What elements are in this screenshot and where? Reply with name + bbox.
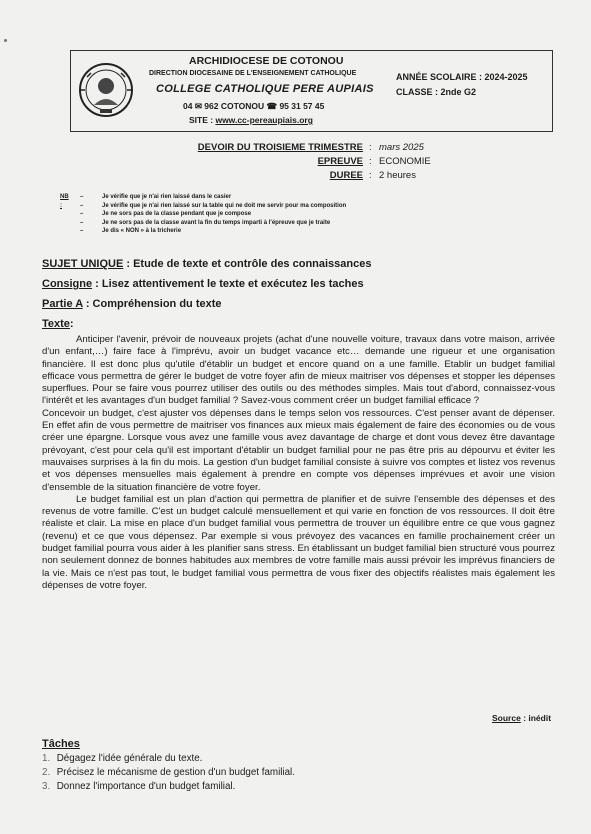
taches-title: Tâches	[42, 738, 80, 750]
nb-rule: – Je dis « NON » à la tricherie	[80, 227, 346, 236]
source-text: : inédit	[520, 713, 552, 723]
nb-rule: – Je vérifie que je n'ai rien laissé dans le casier	[80, 193, 346, 202]
colon: :	[369, 142, 372, 153]
exam-label-period: DEVOIR DU TROISIEME TRIMESTRE	[197, 142, 363, 153]
direction-title: DIRECTION DIOCESAINE DE L'ENSEIGNEMENT CATHOLIQUE	[149, 70, 357, 77]
exam-value-period: mars 2025	[379, 142, 424, 153]
partA-heading	[42, 298, 222, 310]
school-year: ANNÉE SCOLAIRE : 2024-2025	[396, 72, 528, 82]
exam-value-duration: 2 heures	[379, 170, 416, 181]
nb-list	[80, 193, 346, 236]
source-line	[492, 713, 551, 723]
task-text: Précisez le mécanisme de gestion d'un budget familial.	[56, 767, 295, 778]
task-number: 3.	[42, 781, 51, 792]
subject-text: : Etude de texte et contrôle des connaissances	[123, 258, 372, 270]
task-item	[42, 752, 295, 766]
nb-rule: – Je ne sors pas de la classe avant la fin du temps imparti à l'épreuve que je traite	[80, 219, 346, 228]
exam-row-subject	[173, 155, 493, 169]
nb-rule: – Je ne sors pas de la classe pendant que je compose	[80, 210, 346, 219]
exam-label-subject: EPREUVE	[317, 156, 363, 167]
task-list	[42, 752, 295, 794]
site-link[interactable]: www.cc-pereaupiais.org	[215, 115, 313, 125]
task-text: Dégagez l'idée générale du texte.	[56, 753, 203, 764]
paragraph-2: Concevoir un budget, c'est ajuster vos dépenses dans le temps selon vos ressources. C'est penser avant de dépenser. En effet afin de vous permettre de maitriser vos finances aux mieux mais également de faire des économies ou de vous créer une épargne. Lorsque vous avez une famille vous avez davantage de charge et dont vous devez être davantage prévoyant, c'est pour cela qu'il est important d'établir un budget familial pour ne pas être pris au dépourvu et éviter les mauvaises surprises à la fin du mois. La gestion d'un budget familial consiste à suivre vos comptes et listez vos revenus et vos dépenses mensuelles mais également à prendre en compte vos dépenses imprévues et avoir une vision d'ensemble de la situation financière de votre foyer.	[42, 407, 555, 493]
exam-row-period	[173, 141, 493, 155]
contact-line: 04 ✉ 962 COTONOU ☎ 95 31 57 45	[183, 101, 325, 111]
consigne-label: Consigne	[42, 278, 93, 290]
exam-info	[173, 141, 493, 183]
source-label: Source	[492, 713, 521, 723]
college-crest-icon	[77, 59, 135, 121]
class-label: CLASSE : 2nde G2	[396, 87, 477, 97]
archdiocese-title: ARCHIDIOCESE DE COTONOU	[189, 55, 344, 67]
paragraph-1: Anticiper l'avenir, prévoir de nouveaux projets (achat d'une nouvelle voiture, travaux dans votre maison, arrivée d'un enfant,…) faire face à l'imprévu, avoir un budget vacance etc… demande une rigueur et une organisation financière. Il est donc plus qu'utile d'établir un budget et encore quand on a une famille. Etablir un budget familial efficace vous permettra de gérer le budget de votre foyer afin de mieux maitriser vos dépenses et stopper les dépenses superflues. Pour se faire vous pourrez utiliser des outils ou des méthodes simples. Mais tout d'abord, connaissez-vous l'intérêt et les avantages d'un budget familial ? Savez-vous comment créer un budget familial efficace ?	[42, 334, 555, 407]
texte-heading	[42, 318, 74, 330]
task-item	[42, 780, 295, 794]
partA-text: : Compréhension du texte	[82, 298, 222, 310]
nb-rule: – Je vérifie que je n'ai rien laissé sur la table qui ne doit me servir pour ma composition	[80, 202, 346, 211]
task-number: 2.	[42, 767, 51, 778]
exam-label-duration: DUREE	[329, 170, 363, 181]
partA-label: Partie A	[42, 298, 83, 310]
site-line	[189, 115, 313, 125]
subject-label: SUJET UNIQUE	[42, 258, 124, 270]
paragraph-3: Le budget familial est un plan d'action qui permettra de planifier et de suivre l'ensemble des dépenses et des revenus de votre famille. C'est un budget calculé mensuellement et qui varie en fonction de vos ressources. Il doit être réaliste et clair. La mise en place d'un budget familial vous permettra de trouver un équilibre entre ce que vous gagnez (revenu) et ce que vous dépensez. Par exemple si vous prévoyez des vacances en famille prochainement créer un budget familial pourra vous aider à les planifier sans stress. En établissant un budget familial bien structuré vous pourrez non seulement donnez de bonnes habitudes aux membres de votre famille mais aussi prévoir les imprévus financiers de la vie. Mais ce n'est pas tout, le budget familial vous permettra de vous fixer des objectifs réalistes mais également les dépenses de votre foyer.	[42, 493, 555, 591]
texte-colon: :	[69, 318, 74, 330]
exam-row-duration	[173, 169, 493, 183]
site-label: SITE :	[189, 115, 216, 125]
exam-value-subject: ECONOMIE	[379, 156, 431, 167]
task-text: Donnez l'importance d'un budget familial.	[56, 781, 236, 792]
consigne-text: : Lisez attentivement le texte et exécutez les taches	[92, 278, 364, 290]
school-name: COLLEGE CATHOLIQUE PERE AUPIAIS	[156, 83, 374, 95]
scan-speck	[4, 39, 7, 42]
consigne-heading	[42, 278, 364, 290]
text-body	[42, 334, 555, 592]
nb-label: NB :	[60, 194, 69, 209]
colon: :	[369, 170, 372, 181]
subject-heading	[42, 258, 371, 270]
task-item	[42, 766, 295, 780]
task-number: 1.	[42, 753, 51, 764]
colon: :	[369, 156, 372, 167]
texte-label: Texte	[42, 318, 70, 330]
header-box	[70, 50, 553, 132]
